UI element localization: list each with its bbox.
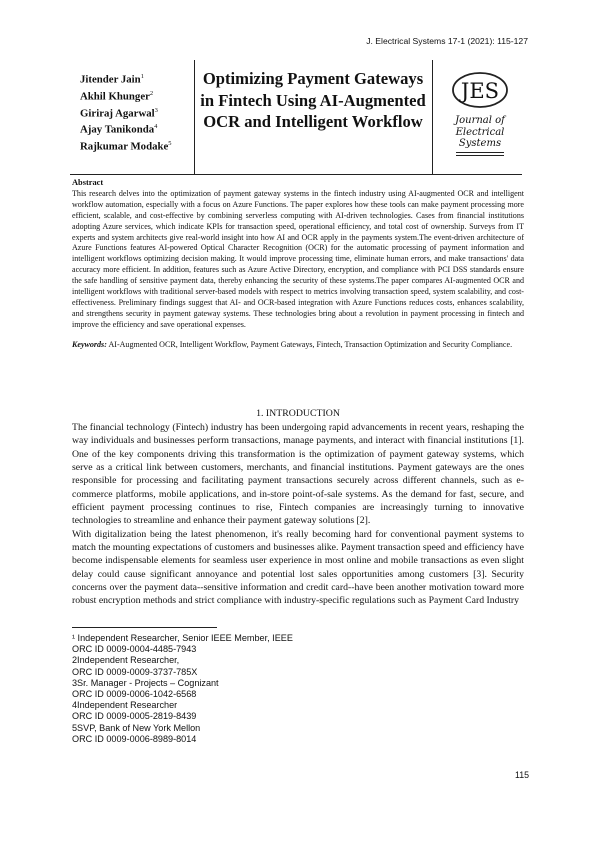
keywords-line [72, 340, 524, 351]
logo-underline [456, 152, 504, 153]
author-name: Ajay Tanikonda$^4$ [80, 123, 158, 136]
footnote-line: ORC ID 0009-0005-2819-8439 [72, 711, 197, 722]
footnote-line: ORC ID 0009-0006-1042-6568 [72, 689, 197, 700]
journal-reference: J. Electrical Systems 17-1 (2021): 115-127 [366, 36, 528, 46]
journal-logo [442, 66, 518, 166]
author-list [80, 70, 192, 154]
body-paragraph: With digitalization being the latest phenomenon, it's really becoming hard for conventional payment systems to match the mounting expectations of customers and businesses alike. Payment transaction speed and efficiency have become indispensable elements for seamless user experience in most online and mobile transactions as even slight delay could cause significant annoyance and potential lost sales opportunities among customers [3]. Security concerns over the payment data--sensitive information and credit card--have been another motivation toward more robust encryption methods and strict compliance with industry-specific regulations such as Payment Card Industry [72, 528, 524, 607]
page-number: 115 [514, 770, 529, 780]
footnote-line: ¹ Independent Researcher, Senior IEEE Member, IEEE [72, 633, 293, 643]
header-divider-right [432, 60, 433, 174]
logo-underline [456, 155, 504, 156]
footnote-line: 4Independent Researcher [72, 700, 178, 711]
footnote-line: ORC ID 0009-0009-3737-785X [72, 666, 198, 677]
logo-wordmark: Journal of Electrical Systems [455, 115, 505, 149]
footnotes [72, 633, 372, 745]
footnote-line: 5SVP, Bank of New York Mellon [72, 722, 201, 733]
introduction-body [72, 421, 524, 608]
author-name: Rajkumar Modake$^5$ [80, 140, 172, 153]
abstract-heading: Abstract [72, 178, 104, 187]
keywords-label: Keywords: [72, 340, 107, 349]
footnote-line: 3Sr. Manager - Projects – Cognizant [72, 677, 219, 688]
abstract-text: This research delves into the optimization of payment gateway systems in the fintech industry using AI-augmented OCR and intelligent workflow automation, especially with a focus on Azure Functions. The paper explores how these tools can make payment processing more efficient, scalable, and cost-effective by combining serverless computing with AI-driven technologies. Cases from financial institutions adopting Azure services, which indicate KPIs for transaction speed, operational efficiency, and total cost of ownership. Surveys from IT experts and system architects give real-world insight into how AI and OCR apply in the payments system.The event-driven architecture of Azure Functions features AI-powered Optical Character Recognition (OCR) for the automatic processing of payment information and intelligent workflows optimizing decision making. It would improve processing time, eliminate human errors, and make transactions' data accuracy more efficient. In addition, features such as Azure Active Directory, encryption, and compliance with PCI DSS standards ensure the safe handling of sensitive payment data, thereby enhancing the security of these systems.The paper compares AI-augmented OCR and intelligent workflows with traditional server-based models with respect to metrics involving transaction speed, system scalability, and cost-effectiveness. Preliminary findings suggest that AI- and OCR-based integration with Azure Functions reduces costs, enhances scalability, and strengthens security in payment gateway systems. These technologies bring about a revolution in payment processing in fintech and improve the efficiency and save operational expenses. [72, 188, 524, 329]
author-name: Jitender Jain$^1$ [80, 73, 144, 86]
paper-header [70, 60, 522, 175]
body-paragraph: The financial technology (Fintech) industry has been undergoing rapid advancements in recent years, reshaping the way individuals and businesses perform transactions, manage payments, and interact with financial institutions [1]. One of the key components driving this transformation is the optimization of payment gateway systems, which serve as a critical link between customers, merchants, and financial institutions. Payment gateways are the ones responsible for processing and facilitating payment transactions securely across different channels, such as e-commerce platforms, mobile applications, and in-store point-of-sale systems. As the demand for fast, secure, and efficient payment processing continues to rise, Fintech companies are increasingly turning to innovative technologies to streamline and enhance their payment gateway solutions [2]. [72, 422, 524, 527]
footnote-line: 2Independent Researcher, [72, 655, 180, 666]
keywords-text: AI-Augmented OCR, Intelligent Workflow, Payment Gateways, Fintech, Transaction Optimization and Security Compliance. [108, 340, 513, 349]
abstract-section [72, 178, 524, 331]
header-divider-left [194, 60, 195, 174]
author-name: Akhil Khunger$^2$ [80, 89, 154, 103]
section-heading: 1. INTRODUCTION [256, 408, 340, 419]
paper-title: Optimizing Payment Gateways in Fintech Using AI-Augmented OCR and Intelligent Workflow [200, 69, 426, 131]
footnote-line: ORC ID 0009-0004-4485-7943 [72, 644, 197, 655]
author-name: Giriraj Agarwal$^3$ [80, 106, 158, 120]
footnote-line: ORC ID 0009-0006-8989-8014 [72, 733, 197, 744]
logo-initials: JES [460, 79, 500, 103]
footnote-separator [72, 627, 217, 628]
